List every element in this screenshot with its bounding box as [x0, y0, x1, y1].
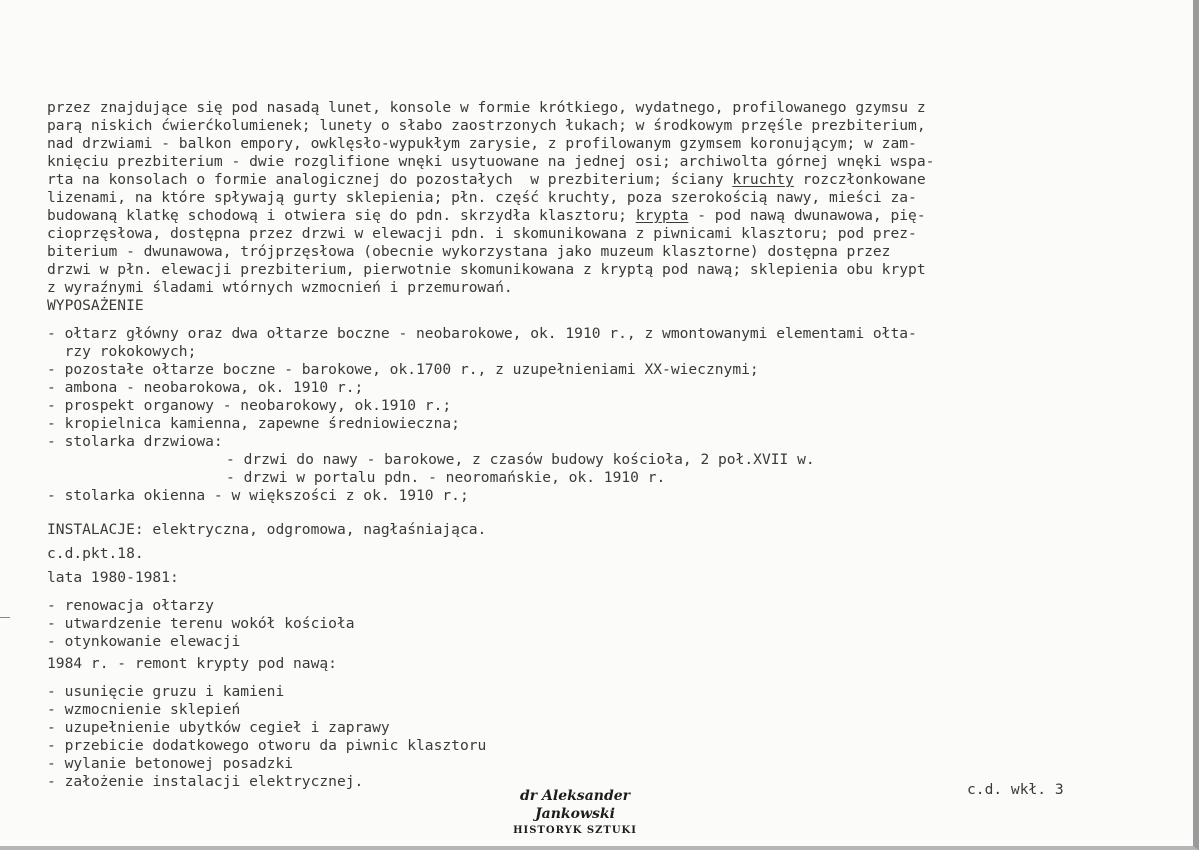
section-heading: lata 1980-1981: — [47, 569, 179, 586]
list-item: - utwardzenie terenu wokół kościoła — [47, 615, 355, 632]
list-item: - ambona - neobarokowa, ok. 1910 r.; — [47, 379, 364, 396]
underlined-term: krypta — [635, 207, 689, 224]
text-line: nad drzwiami - balkon empory, owklęsło-wypukłym zarysie, z profilowanym gzymsem koronującym; w zam- — [47, 135, 917, 152]
text-line: biterium - dwunawowa, trójprzęsłowa (obecnie wykorzystana jako muzeum klasztorne) dostępna przez — [47, 243, 891, 260]
list-item: - pozostałe ołtarze boczne - barokowe, ok.1700 r., z uzupełnieniami XX-wiecznymi; — [47, 361, 759, 378]
text-line: budowaną klatkę schodową i otwiera się do pdn. skrzydła klasztoru; krypta - pod nawą dwunawowa, pię- — [47, 207, 926, 224]
list-item: - renowacja ołtarzy — [47, 597, 214, 614]
text-line: drzwi w płn. elewacji prezbiterium, pierwotnie skomunikowana z kryptą pod nawą; sklepienia obu krypt — [47, 261, 926, 278]
text-line: parą niskich ćwierćkolumienek; lunety o słabo zaostrzonych łukach; w środkowym przęśle prezbiterium, — [47, 117, 926, 134]
margin-mark — [0, 617, 10, 618]
list-item: - kropielnica kamienna, zapewne średniowieczna; — [47, 415, 460, 432]
author-stamp — [490, 787, 660, 838]
list-item: - otynkowanie elewacji — [47, 633, 241, 650]
list-item: - wylanie betonowej posadzki — [47, 755, 294, 772]
installations-line: INSTALACJE: elektryczna, odgromowa, nagłaśniająca. — [47, 521, 487, 538]
list-item: - stolarka okienna - w większości z ok. 1910 r.; — [47, 487, 469, 504]
list-item: - ołtarz główny oraz dwa ołtarze boczne - neobarokowe, ok. 1910 r., z wmontowanymi elementami ołta- — [47, 325, 917, 342]
list-item: - przebicie dodatkowego otworu da piwnic klasztoru — [47, 737, 487, 754]
text-line: cioprzęsłowa, dostępna przez drzwi w elewacji pdn. i skomunikowana z piwnicami klasztoru; pod prez- — [47, 225, 917, 242]
text-line: lizenami, na które spływają gurty sklepienia; płn. część kruchty, poza szerokością nawy, mieści za- — [47, 189, 917, 206]
list-item: - założenie instalacji elektrycznej. — [47, 773, 364, 790]
list-item: - usunięcie gruzu i kamieni — [47, 683, 285, 700]
list-item: - stolarka drzwiowa: — [47, 433, 223, 450]
page-reference: c.d. wkł. 3 — [967, 781, 1064, 798]
sub-list-item: - drzwi do nawy - barokowe, z czasów budowy kościoła, 2 poł.XVII w. — [226, 451, 815, 468]
list-item: - prospekt organowy - neobarokowy, ok.1910 r.; — [47, 397, 452, 414]
list-item-continuation: rzy rokokowych; — [47, 343, 197, 360]
section-heading: WYPOSAŻENIE — [47, 297, 144, 314]
sub-list-item: - drzwi w portalu pdn. - neoromańskie, ok. 1910 r. — [226, 469, 666, 486]
list-item: - uzupełnienie ubytków cegieł i zaprawy — [47, 719, 390, 736]
underlined-term: kruchty — [732, 171, 794, 188]
stamp-name: dr Aleksander Jankowski — [519, 788, 631, 822]
text-line: rta na konsolach o formie analogicznej do pozostałych w prezbiterium; ściany kruchty rozczłonkowane — [47, 171, 926, 188]
list-item: - wzmocnienie sklepień — [47, 701, 241, 718]
stamp-title: HISTORYK SZTUKI — [513, 825, 637, 836]
continuation-line: c.d.pkt.18. — [47, 545, 144, 562]
text-line: z wyraźnymi śladami wtórnych wzmocnień i przemurowań. — [47, 279, 513, 296]
text-line: przez znajdujące się pod nasadą lunet, konsole w formie krótkiego, wydatnego, profilowanego gzymsu z — [47, 99, 926, 116]
section-heading: 1984 r. - remont krypty pod nawą: — [47, 655, 337, 672]
text-line: knięciu prezbiterium - dwie rozglifione wnęki usytuowane na jednej osi; archiwolta górnej wnęki wspa- — [47, 153, 935, 170]
